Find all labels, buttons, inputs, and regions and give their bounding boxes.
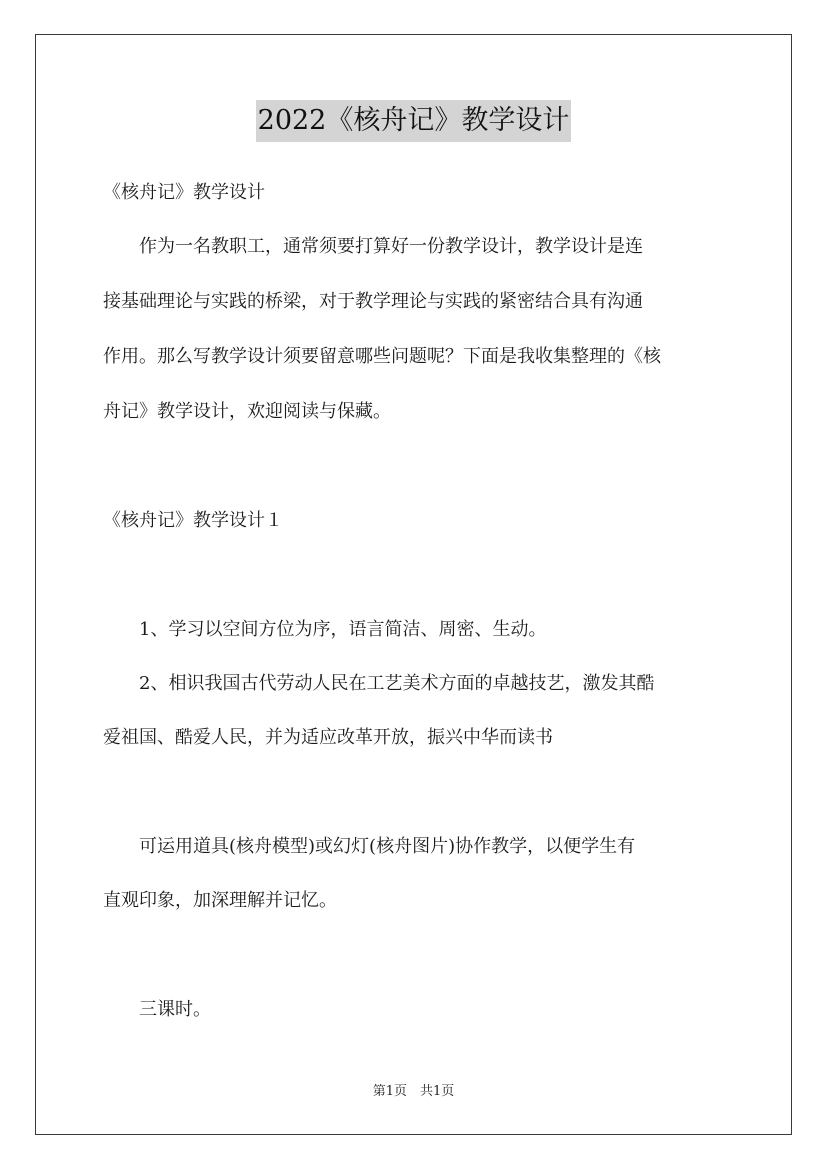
intro-line-1: 作为一名教职工，通常须要打算好一份教学设计，教学设计是连 bbox=[103, 236, 643, 257]
intro-line-4: 舟记》教学设计，欢迎阅读与保藏。 bbox=[103, 401, 391, 422]
section-heading: 《核舟记》教学设计１ bbox=[103, 510, 283, 531]
objective-2-line-2: 爱祖国、酷爱人民，并为适应改革开放，振兴中华而读书 bbox=[103, 727, 553, 748]
class-hours-line: 三课时。 bbox=[103, 999, 211, 1020]
teaching-aids-line-1: 可运用道具(核舟模型)或幻灯(核舟图片)协作教学，以便学生有 bbox=[103, 836, 636, 857]
intro-line-2: 接基础理论与实践的桥梁，对于教学理论与实践的紧密结合具有沟通 bbox=[103, 291, 643, 312]
title-container bbox=[0, 100, 827, 142]
objective-1-line: 1、学习以空间方位为序，语言简洁、周密、生动。 bbox=[103, 619, 547, 640]
intro-line-3: 作用。那么写教学设计须要留意哪些问题呢？下面是我收集整理的《核 bbox=[103, 346, 661, 367]
document-title: 2022《核舟记》教学设计 bbox=[256, 100, 572, 142]
teaching-aids-line-2: 直观印象，加深理解并记忆。 bbox=[103, 890, 337, 911]
page-footer: 第1页 共1页 bbox=[372, 1084, 455, 1099]
subtitle-line: 《核舟记》教学设计 bbox=[103, 182, 265, 203]
objective-2-line-1: 2、相识我国古代劳动人民在工艺美术方面的卓越技艺，激发其酷 bbox=[103, 673, 655, 694]
